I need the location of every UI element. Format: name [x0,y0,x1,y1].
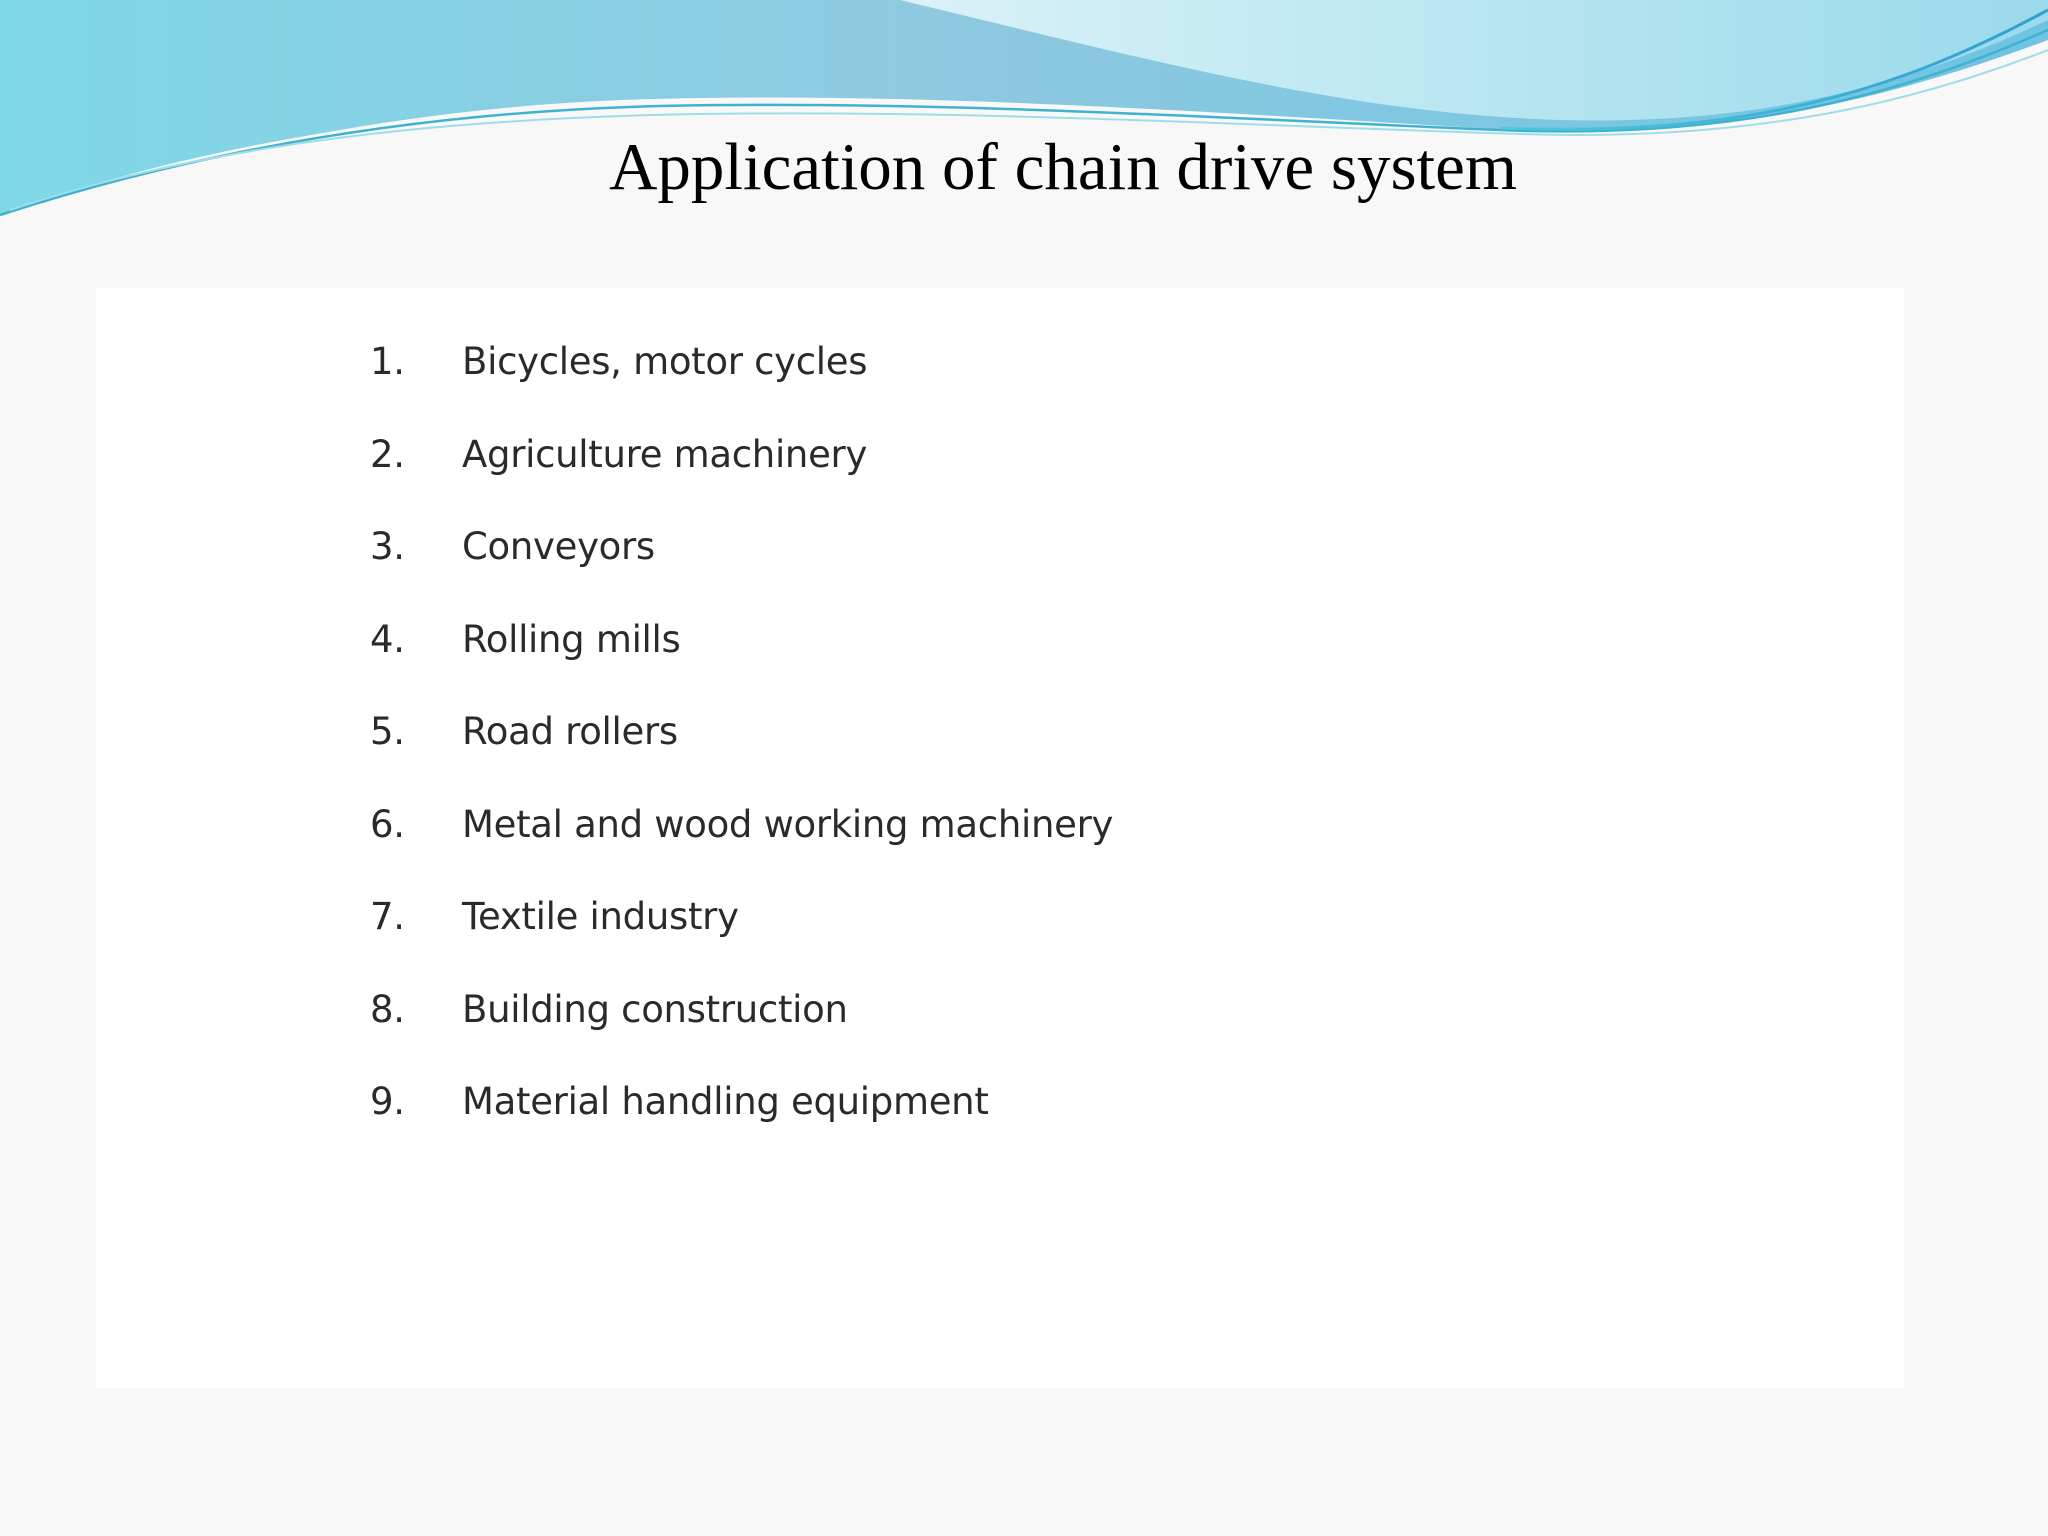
item-text: Agriculture machinery [462,432,868,476]
item-text: Metal and wood working machinery [462,802,1114,846]
item-text: Rolling mills [462,617,681,661]
item-text: Textile industry [462,895,739,938]
item-number: 7. [370,895,405,938]
list-item [370,1080,1113,1173]
item-text: Bicycles, motor cycles [462,340,868,383]
item-number: 6. [370,802,405,846]
item-number: 5. [370,710,405,753]
list-item [370,803,1113,896]
item-text: Road rollers [462,710,678,753]
item-number: 9. [370,1080,405,1123]
list-item [370,525,1113,618]
list-item [370,988,1113,1081]
item-number: 3. [370,525,405,568]
item-text: Conveyors [462,525,655,568]
item-number: 2. [370,432,405,476]
list-item [370,433,1113,526]
item-number: 1. [370,340,405,383]
item-text: Building construction [462,987,848,1031]
list-item [370,340,1113,433]
item-number: 4. [370,617,405,661]
applications-list [370,340,1113,1173]
list-item [370,895,1113,988]
list-item [370,618,1113,711]
item-number: 8. [370,987,405,1031]
list-item [370,710,1113,803]
item-text: Material handling equipment [462,1080,989,1123]
slide-title: Application of chain drive system [608,130,1517,204]
